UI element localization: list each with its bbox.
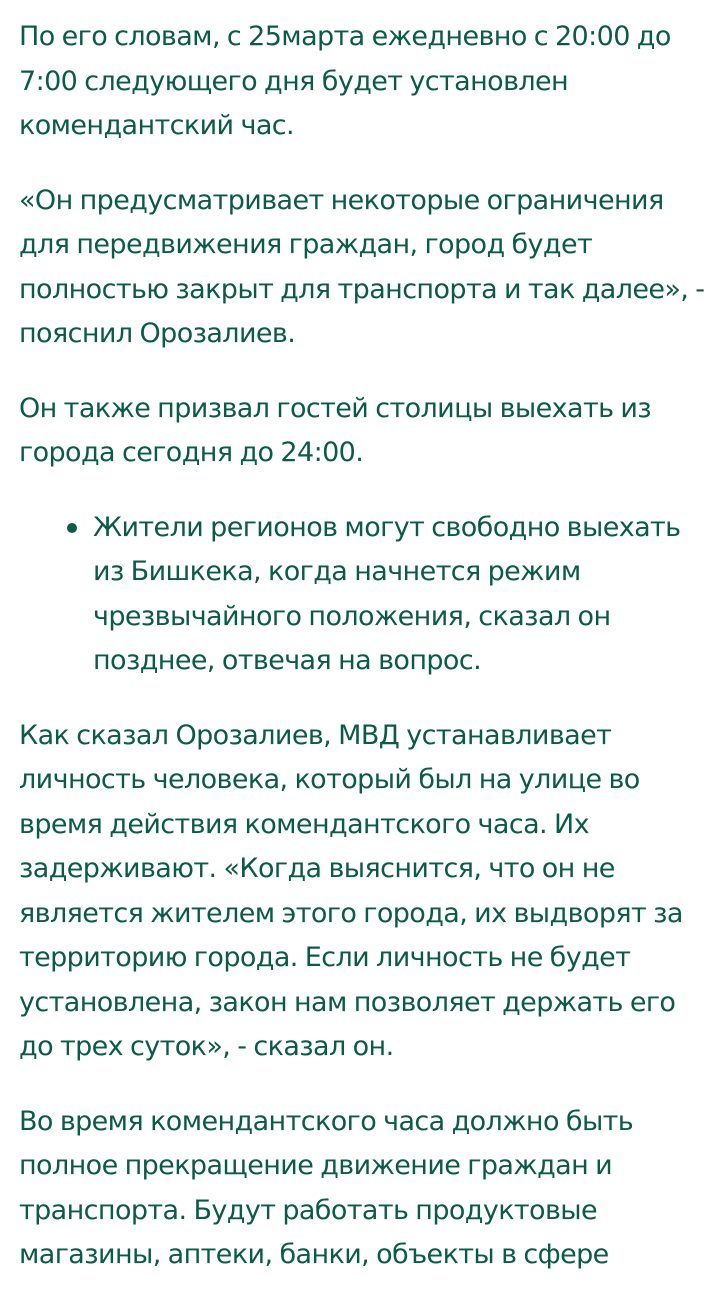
paragraph-guests-leave: Он также призвал гостей столицы выехать из города сегодня до 24:00. — [19, 392, 652, 468]
paragraph-curfew-hours: По его словам, с 25марта ежедневно с 20:00 до 7:00 следующего дня будет установлен комендантский час. — [19, 21, 671, 141]
article-body — [19, 15, 711, 1308]
paragraph-identification: Как сказал Орозалиев, МВД устанавливает личность человека, который был на улице во время действия комендантского часа. Их задерживают. «Когда выяснится, что он не является жителем этого города, их выдворят за территорию города. Если личность не будет установлена, закон нам позволяет держать его до трех суток», - сказал он. — [19, 719, 683, 1062]
paragraph-quote-restrictions: «Он предусматривает некоторые ограничения для передвижения граждан, город будет полностью закрыт для транспорта и так далее», - пояснил Орозалиев. — [19, 184, 705, 349]
bullet-item — [93, 506, 711, 684]
bullet-dot-icon — [67, 523, 77, 533]
paragraph-curfew-rules: Во время комендантского часа должно быть полное прекращение движение граждан и транспорта. Будут работать продуктовые магазины, аптеки, банки, объекты в сфере — [19, 1105, 634, 1270]
bullet-list — [19, 506, 711, 684]
bullet-item-text: Жители регионов могут свободно выехать из Бишкека, когда начнется режим чрезвычайного положения, сказал он позднее, отвечая на вопрос. — [93, 511, 681, 676]
